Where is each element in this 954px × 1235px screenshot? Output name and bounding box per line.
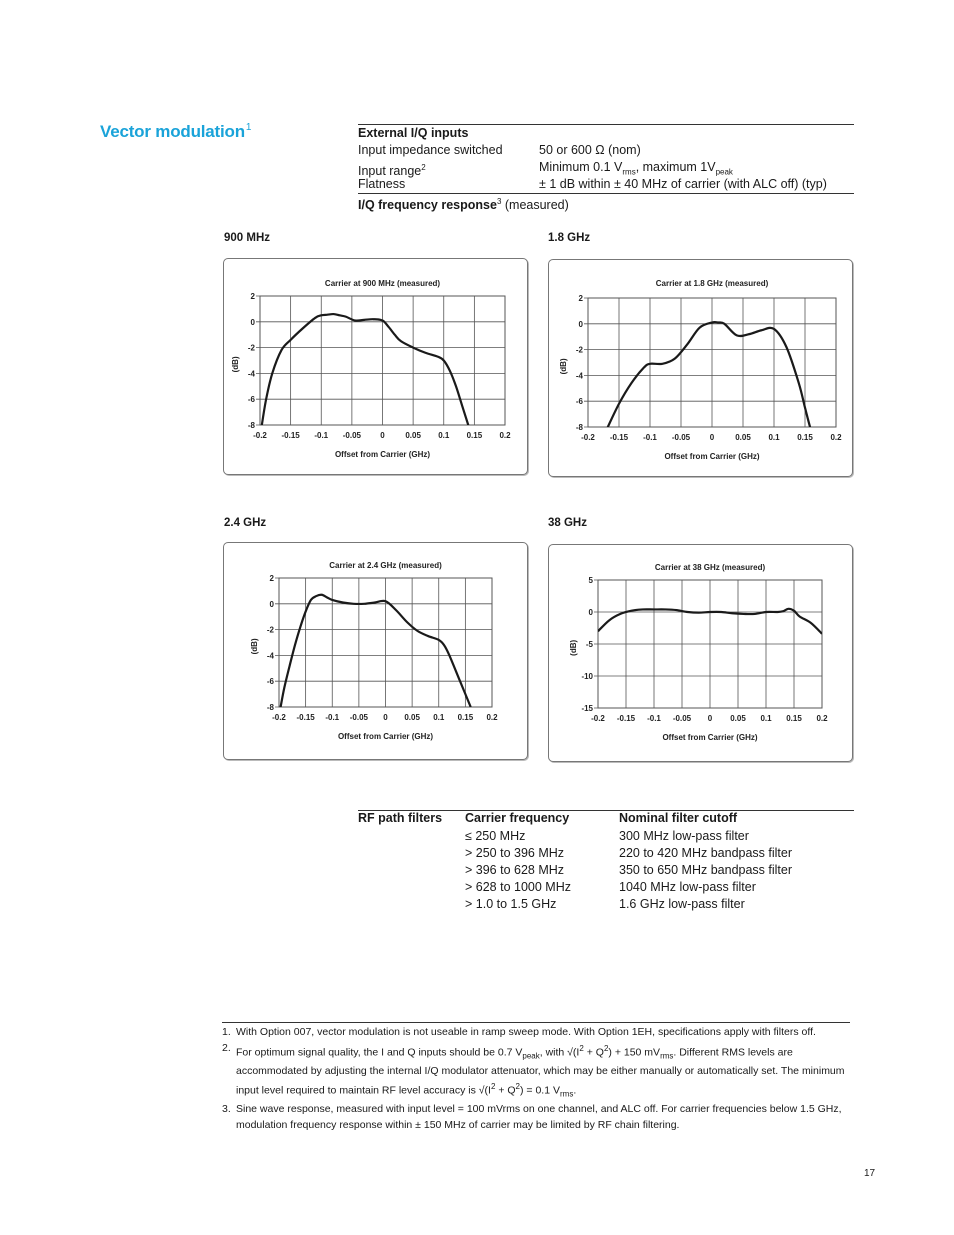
x-tick-label: -0.1 [314,431,329,440]
filters-row-cutoff: 1.6 GHz low-pass filter [619,897,745,911]
y-tick-label: 5 [588,576,593,585]
chart-1-8ghz [548,259,853,477]
x-tick-label: -0.2 [253,431,267,440]
x-tick-label: 0.1 [768,433,780,442]
x-tick-label: -0.05 [349,713,368,722]
footnotes [222,1025,854,1133]
filters-row-freq: ≤ 250 MHz [465,829,526,843]
x-tick-label: 0.15 [786,714,802,723]
x-axis-label: Offset from Carrier (GHz) [337,732,434,741]
chart-title: Carrier at 2.4 GHz (measured) [329,561,442,570]
spec-header-iq-response: I/Q frequency response$^3$ (measured) [358,197,569,213]
series-line [281,595,471,707]
spec-label-input-range: Input range$^2$ [358,163,426,179]
x-tick-label: 0.15 [466,431,483,440]
y-tick-label: -4 [247,369,255,379]
chart-title: Carrier at 900 MHz (measured) [324,279,441,288]
filters-row-cutoff: 300 MHz low-pass filter [619,829,749,843]
x-tick-label: -0.15 [296,713,315,722]
y-tick-label: 2 [269,574,274,583]
y-tick-label: -2 [575,345,583,355]
x-tick-label: 0.05 [405,431,421,440]
x-tick-label: 0 [383,713,388,722]
x-axis-label: Offset from Carrier (GHz) [334,450,431,459]
x-tick-label: 0.2 [816,714,828,723]
x-tick-label: 0.05 [730,714,746,723]
y-tick-label: -4 [266,651,274,661]
filters-row-freq: > 250 to 396 MHz [465,846,565,860]
x-tick-label: 0 [380,431,385,440]
spec-value-input-range: Minimum 0.1 $V_{rms}$, maximum $1V_{peak}$ [539,160,733,177]
x-axis-label: Offset from Carrier (GHz) [664,452,760,461]
x-tick-label: 0.2 [830,433,842,442]
x-tick-label: 0.05 [735,433,751,442]
x-tick-label: -0.05 [342,431,361,440]
spec-label-impedance: Input impedance switched [358,143,503,157]
spec-header-external-iq: External I/Q inputs [358,126,469,140]
spec-value-flatness: ± 1 dB within ± 40 MHz of carrier (with ALC off) (typ) [539,177,827,191]
x-tick-label: 0.15 [457,713,474,722]
x-tick-label: 0.2 [499,431,511,440]
chart-heading-2-4ghz: 2.4 GHz [224,517,267,529]
footnote-3: 3. Sine wave response, measured with input level = 100 mVrms on one channel, and ALC off. For carrier frequencies below 1.5 GHz, modulation frequency response within ± 150 MHz of carrier may be limited by RF chain filtering. [222,1103,842,1131]
filters-row-cutoff: 350 to 650 MHz bandpass filter [619,863,793,877]
filters-row-freq: > 1.0 to 1.5 GHz [465,897,557,911]
y-tick-label: 2 [250,292,255,301]
y-axis-label: (dB) [231,356,240,373]
section-title-footnote-ref: 1 [245,122,252,134]
y-tick-label: -6 [575,397,583,407]
y-tick-label: -2 [266,625,274,635]
y-tick-label: -8 [266,703,274,712]
filters-row-freq: > 396 to 628 MHz [465,863,565,877]
x-tick-label: -0.1 [325,713,340,722]
chart-title: Carrier at 1.8 GHz (measured) [655,279,769,288]
x-tick-label: -0.05 [672,714,692,723]
y-axis-label: (dB) [559,358,568,375]
y-tick-label: -5 [585,640,593,649]
chart-38ghz [548,544,853,762]
chart-2-4ghz [223,542,528,760]
x-axis-label: Offset from Carrier (GHz) [662,733,758,742]
x-tick-label: -0.1 [647,714,661,723]
filters-row-cutoff: 220 to 420 MHz bandpass filter [619,846,793,860]
y-tick-label: -2 [247,343,255,353]
x-tick-label: -0.15 [609,433,629,442]
chart-heading-900mhz: 900 MHz [224,232,271,244]
y-tick-label: -6 [247,395,255,405]
spec-value-impedance: 50 or 600 Ω (nom) [539,143,641,157]
x-tick-label: -0.2 [591,714,605,723]
x-tick-label: -0.1 [643,433,657,442]
chart-svg [549,260,852,476]
x-tick-label: 0.1 [433,713,445,722]
y-tick-label: -10 [581,672,593,681]
y-tick-label: 0 [588,608,593,617]
x-tick-label: 0.2 [486,713,498,722]
x-tick-label: -0.05 [671,433,691,442]
footnote-1: 1. With Option 007, vector modulation is not useable in ramp sweep mode. With Option 1EH, specifications apply with filters off. [222,1026,816,1038]
chart-svg [549,545,852,761]
footnotes-rule [222,1022,850,1023]
y-tick-label: -15 [581,704,593,713]
footnote-2: 2. For optimum signal quality, the I and Q inputs should be 0.7 $V_{peak}$, with $√(I^2 + Q^2) + 150$ $mV_{rms}$. Different RMS levels are accommodated by adjusting the internal I/Q modulator attenuator, which may be either manually or automatically set. The minimum input level required to maintain RF level accuracy is $√(I^2 + Q^2) = 0.1$ $V_{rms}$. [222,1041,845,1099]
x-tick-label: -0.15 [616,714,636,723]
chart-heading-1-8ghz: 1.8 GHz [548,232,591,244]
chart-900mhz [223,258,528,475]
section-title [100,122,251,142]
x-tick-label: -0.2 [272,713,286,722]
section-title-text: Vector modulation [100,122,245,141]
x-tick-label: 0.1 [760,714,772,723]
y-tick-label: -4 [575,371,583,381]
y-tick-label: 0 [269,599,274,609]
y-tick-label: 0 [578,319,583,329]
x-tick-label: 0.1 [438,431,450,440]
x-tick-label: 0.05 [404,713,420,722]
x-tick-label: -0.2 [581,433,595,442]
page-number: 17 [864,1168,876,1179]
filters-col-cutoff-header: Nominal filter cutoff [619,811,738,825]
x-tick-label: 0 [709,433,715,442]
filters-label: RF path filters [358,811,443,825]
y-tick-label: 0 [250,317,255,327]
x-tick-label: 0 [707,714,713,723]
chart-svg [224,543,527,759]
filters-col-frequency-header: Carrier frequency [465,811,570,825]
y-tick-label: -6 [266,677,274,687]
x-tick-label: 0.15 [797,433,813,442]
y-axis-label: (dB) [569,639,578,656]
x-tick-label: -0.15 [281,431,300,440]
spec-label-flatness: Flatness [358,177,406,191]
chart-title: Carrier at 38 GHz (measured) [654,563,766,572]
y-tick-label: -8 [575,423,583,432]
filters-row-cutoff: 1040 MHz low-pass filter [619,880,756,894]
y-tick-label: -8 [247,421,255,430]
y-axis-label: (dB) [250,638,259,655]
y-tick-label: 2 [578,294,583,303]
filters-row-freq: > 628 to 1000 MHz [465,880,571,894]
chart-heading-38ghz: 38 GHz [548,517,587,529]
chart-svg [224,259,527,474]
